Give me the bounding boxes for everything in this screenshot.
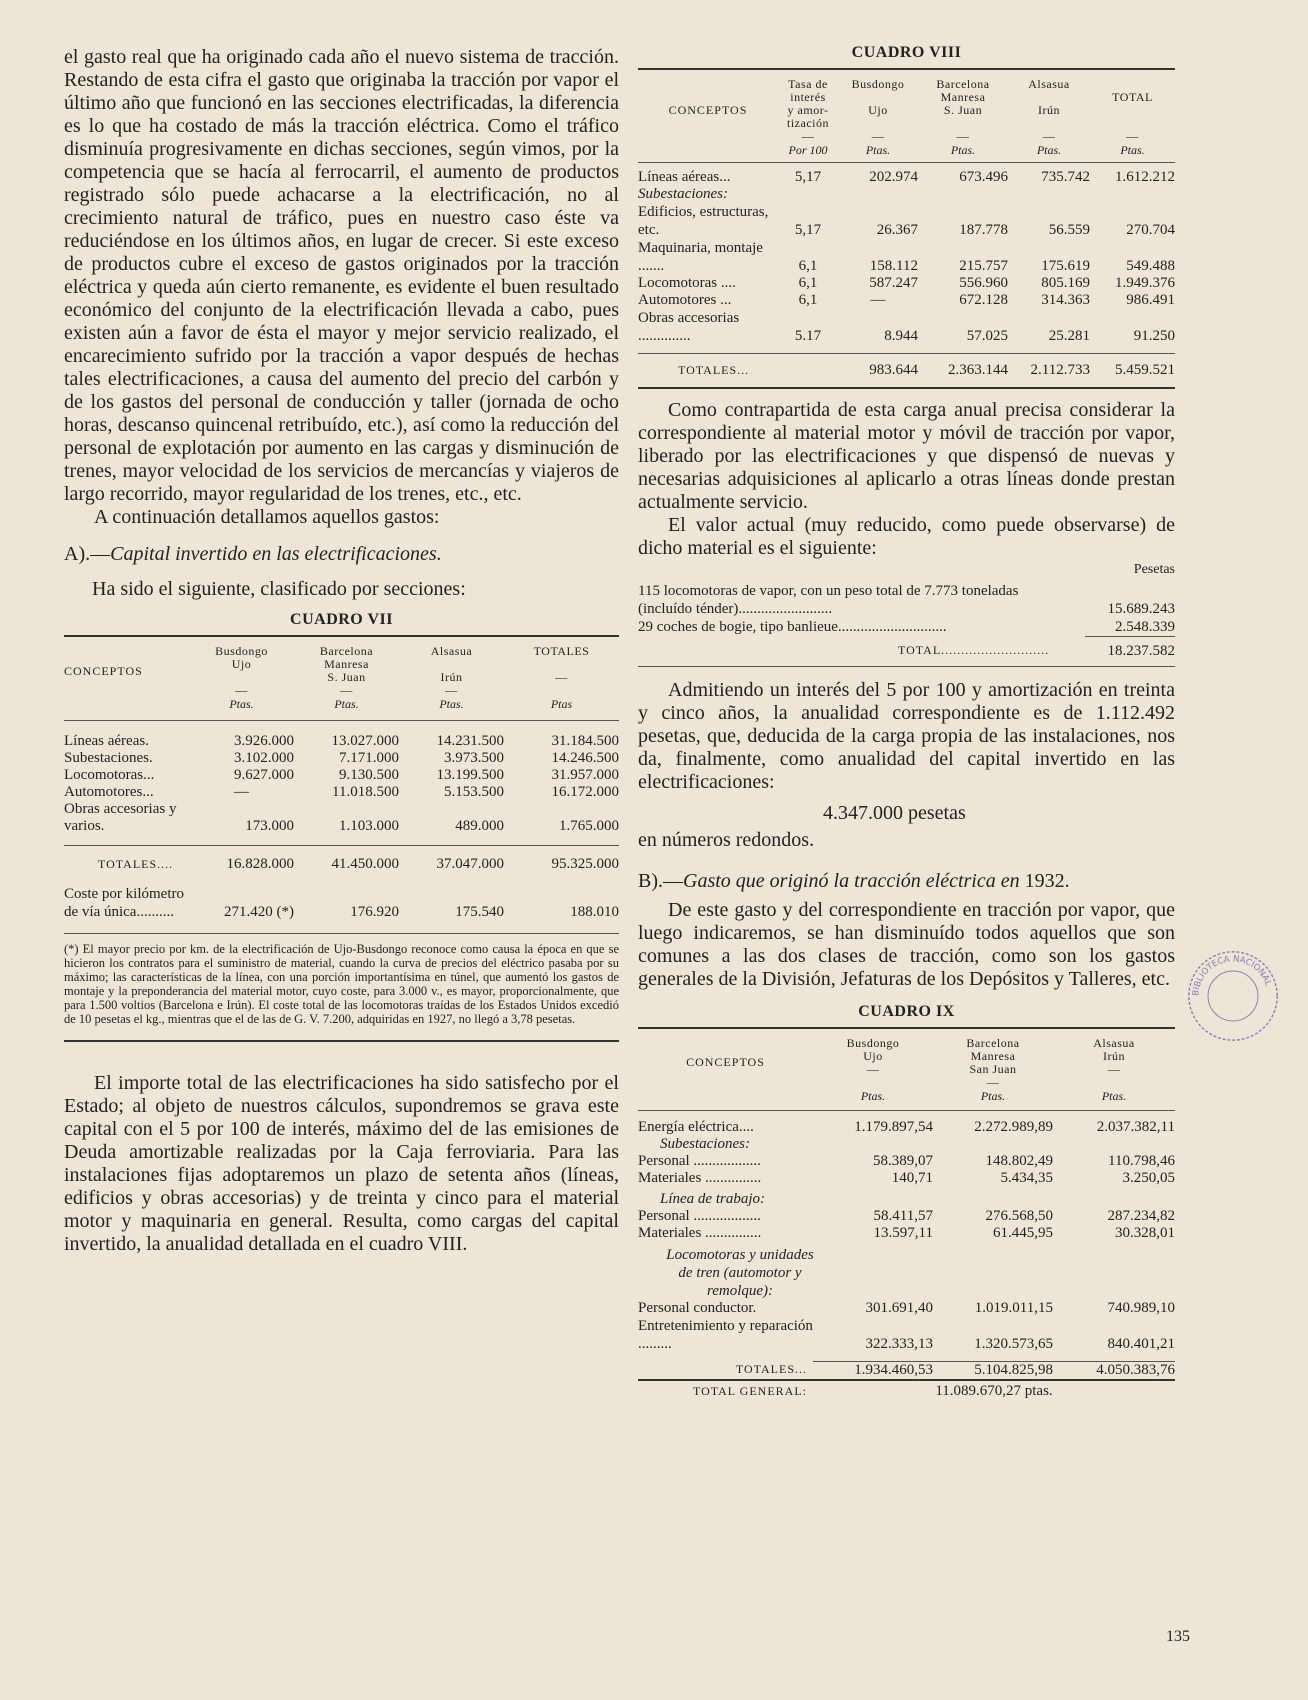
table-row: Energía eléctrica.... 1.179.897,54 2.272.989,89 2.037.382,11 <box>638 1118 1175 1135</box>
library-stamp-icon <box>1185 948 1281 1044</box>
coste-row: Coste por kilómetro de vía única.......... 271.420 (*) 176.920 175.540 188.010 <box>64 886 619 920</box>
unit-label: Ptas. <box>950 143 976 157</box>
divider <box>638 68 1175 70</box>
table-row: Locomotoras... 9.627.000 9.130.500 13.199.500 31.957.000 <box>64 767 619 783</box>
continuation-text: A continuación detallamos aquellos gastos: <box>94 506 440 528</box>
cuadro-vii-col-header: Alsasua Irún — <box>430 644 473 697</box>
cuadro-viii-table <box>638 78 1175 379</box>
cuadro-ix-title: CUADRO IX <box>858 1002 955 1020</box>
cuadro-viii-col-header: Barcelona Manresa S. Juan — <box>936 77 990 143</box>
paragraph: Como contrapartida de esta carga anual precisa considerar la correspondiente al material motor y móvil de tracción por vapor, liberado por las electrificaciones y que dispensó de nuevas y necesarias adquisiciones al aplicarlo a otras líneas donde prestan actualmente servicio. <box>638 399 1175 513</box>
unit-label: Ptas. <box>1036 143 1062 157</box>
table-row: Locomotoras y unidades de tren (automotor y remolque): <box>666 1246 814 1299</box>
unit-label: Por 100 <box>788 143 828 157</box>
divider <box>64 933 619 934</box>
cuadro-viii-col-header: TOTAL — <box>1112 90 1153 143</box>
footnote: (*) El mayor precio por km. de la electrificación de Ujo-Busdongo reconoce como causa la época en que se hicieron los contratos para el suministro de material, cuando la curva de precios del eléctrico pasaba por su máximo; las características de la línea, con una porción importantísima en túnel, que aumentó los gastos de montaje y la preponderancia del material motor, cuyo coste, para 3.000 v., es mayor, proporcionalmente, que para 1.500 voltios (Barcelona e Irún). El coste total de las locomotoras traídas de los Estados Unidos excedió de 10 pesetas el kg., mientras que el de las de G. V. 7.200, adquiridas en 1927, no llegó a 3,78 pesetas. <box>64 942 619 1026</box>
table-row: Materiales ............... 140,71 5.434,35 3.250,05 <box>638 1169 1175 1186</box>
table-row: Subestaciones. 3.102.000 7.171.000 3.973.500 14.246.500 <box>64 750 619 766</box>
unit-label: Ptas <box>550 697 573 711</box>
cuadro-viii-header-conceptos: CONCEPTOS <box>668 103 748 117</box>
cuadro-vii-col-header: Barcelona Manresa S. Juan — <box>319 644 374 697</box>
page-number: 135 <box>1166 1628 1190 1645</box>
table-row: Edificios, estructuras, etc. 5,17 26.367 187.778 56.559 270.704 <box>638 204 1175 238</box>
totals-row: TOTALES.... 16.828.000 41.450.000 37.047.000 95.325.000 <box>98 856 619 872</box>
cuadro-ix-header-conceptos: CONCEPTOS <box>686 1055 765 1069</box>
material-table <box>638 582 1175 660</box>
table-row: Personal conductor. 301.691,40 1.019.011,15 740.989,10 <box>638 1299 1175 1316</box>
intro-paragraph: el gasto real que ha originado cada año el nuevo sistema de tracción. Restando de esta cifra el gasto que originaba la tracción por vapor el último año que funcionó en las secciones electrificadas, la diferencia es lo que ha costado de más la tracción eléctrica. Como el tráfico disminuía progresivamente en dichas secciones, según vimos, por la competencia que se hacía al ferrocarril, el aumento de productos registrado sólo puede achacarse a la electrificación, no al crecimiento natural de tráfico, pues en nuestro caso éste va reduciéndose en los últimos años, en lugar de crecer. Si este exceso de productos cubre el exceso de gastos originados por la tracción eléctrica y queda aún cierto remanente, es evidente el buen resultado económico del conjunto de la electrificación llevada a cabo, pues existen aún a favor de ésta el mayor y mejor servicio realizado, el encarecimiento sufrido por la tracción a vapor después de hechas tales electrificaciones, a causa del aumento del precio del carbón y de los gastos del personal de conducción y taller (jornada de ocho horas, descanso quincenal retribuído, etc.), así como la reducción del personal de explotación por aumento en las cargas y disminución de trenes, mayor velocidad de los servicios de mercancías y viajeros de largo recorrido, mayor regularidad de los trenes, etc., etc. <box>64 46 619 505</box>
pesetas-label: Pesetas <box>1133 562 1175 577</box>
paragraph: De este gasto y del correspondiente en tracción por vapor, que luego indicaremos, se han disminuído todos aquellos que son comunes a las dos clases de tracción, como son los gastos generales de la División, Jefaturas de los Depósitos y Talleres, etc. <box>638 898 1175 990</box>
table-row: Obras accesorias .............. 5.17 8.944 57.025 25.281 91.250 <box>638 310 1175 344</box>
cuadro-ix-col-header: Busdongo Ujo — <box>846 1035 900 1076</box>
svg-text:BIBLIOTECA NACIONAL: BIBLIOTECA NACIONAL <box>1191 954 1273 997</box>
section-a-heading <box>64 543 619 566</box>
unit-label: Ptas. <box>1120 143 1145 157</box>
table-row: Automotores ... 6,1 — 672.128 314.363 986.491 <box>638 292 1175 308</box>
section-a-lead: A).— <box>64 543 111 565</box>
unit-label: Ptas. <box>980 1088 1006 1103</box>
cuadro-vii-table <box>64 645 619 921</box>
divider <box>638 387 1175 389</box>
unit-label: Ptas. <box>865 143 891 157</box>
paragraph: en números redondos. <box>638 828 815 851</box>
table-row: Subestaciones: <box>638 186 728 202</box>
table-row: Líneas aéreas... 5,17 202.974 673.496 735.742 1.612.212 <box>638 169 1175 185</box>
cuadro-vii-header-conceptos: CONCEPTOS <box>64 663 143 678</box>
cuadro-viii-col-header: Busdongo Ujo — <box>851 77 905 143</box>
divider <box>64 1040 619 1042</box>
cuadro-vii-col-header: TOTALES — <box>533 644 590 684</box>
table-row: Línea de trabajo: <box>660 1190 765 1207</box>
unit-label: Ptas. <box>229 697 254 711</box>
unit-label: Ptas. <box>439 697 464 711</box>
left-column <box>64 40 619 1256</box>
section-b-heading: B).—Gasto que originó la tracción eléctrica en 1932. <box>638 869 1070 892</box>
table-row: 115 locomotoras de vapor, con un peso total de 7.773 toneladas (incluído ténder)......................... 15.689.243 <box>638 583 1175 617</box>
closing-paragraph: El importe total de las electrificaciones ha sido satisfecho por el Estado; al objeto de nuestros cálculos, supondremos se grava este capital con el 5 por 100 de interés, máximo del de las emisiones de Deuda amortizable realizadas por la Caja ferroviaria. Para las instalaciones fijas adoptaremos un plazo de setenta años (líneas, edificios y obras accesorias) y de treinta y cinco para el material motor y maquinaria en general. Resulta, como cargas del capital invertido, la anualidad detallada en el cuadro VIII. <box>64 1072 619 1255</box>
table-row: Personal .................. 58.411,57 276.568,50 287.234,82 <box>638 1207 1175 1224</box>
unit-label: Ptas. <box>334 697 359 711</box>
right-column <box>638 40 1175 1400</box>
cuadro-viii-col-header: Tasa de interés y amor- tización — <box>787 77 829 143</box>
table-row: Obras accesorias y varios. 173.000 1.103.000 489.000 1.765.000 <box>64 801 619 834</box>
cuadro-viii-col-header: Alsasua Irún — <box>1028 77 1070 143</box>
unit-label: Ptas. <box>860 1088 886 1103</box>
table-row: Subestaciones: <box>660 1135 750 1152</box>
table-row: Automotores... — 11.018.500 5.153.500 16.172.000 <box>64 784 619 800</box>
table-row: Locomotoras .... 6,1 587.247 556.960 805.169 1.949.376 <box>638 275 1175 291</box>
grand-total-row: TOTAL GENERAL: 11.089.670,27 ptas. <box>638 1380 1175 1400</box>
section-a-text: Ha sido el siguiente, clasificado por secciones: <box>92 578 466 600</box>
cuadro-viii-title: CUADRO VIII <box>851 44 962 61</box>
table-row: Maquinaria, montaje ....... 6,1 158.112 215.757 175.619 549.488 <box>638 240 1175 274</box>
table-row: Líneas aéreas. 3.926.000 13.027.000 14.231.500 31.184.500 <box>64 733 619 749</box>
divider <box>638 1027 1175 1029</box>
cuadro-ix-table <box>638 1037 1175 1400</box>
cuadro-ix-col-header: Alsasua Irún — <box>1093 1035 1135 1076</box>
table-row: Entretenimiento y reparación ......... 322.333,13 1.320.573,65 840.401,21 <box>638 1317 1175 1352</box>
divider <box>638 666 1175 667</box>
table-row: Materiales ............... 13.597,11 61.445,95 30.328,01 <box>638 1224 1175 1241</box>
totals-row: TOTAL........................... 18.237.582 <box>638 636 1175 660</box>
totals-row: TOTALES... 983.644 2.363.144 2.112.733 5.459.521 <box>678 362 1175 378</box>
section-a-title: Capital invertido en las electrificaciones. <box>110 543 442 565</box>
table-row: 29 coches de bogie, tipo banlieue............................. 2.548.339 <box>638 618 1175 635</box>
unit-label: Ptas. <box>1101 1088 1127 1103</box>
cuadro-vii-title: CUADRO VII <box>290 611 393 628</box>
divider <box>64 635 619 637</box>
amount: 4.347.000 pesetas <box>823 801 966 824</box>
table-row: Personal .................. 58.389,07 148.802,49 110.798,46 <box>638 1152 1175 1169</box>
paragraph: El valor actual (muy reducido, como puede observarse) de dicho material es el siguiente: <box>638 514 1175 559</box>
totals-row: TOTALES... 1.934.460,53 5.104.825,98 4.050.383,76 <box>735 1361 1175 1378</box>
paragraph: Admitiendo un interés del 5 por 100 y amortización en treinta y cinco años, la anualidad correspondiente es de 1.112.492 pesetas, que, deducida de la carga propia de las instalaciones, nos da, finalmente, como anualidad del capital invertido en las electrificaciones: <box>638 678 1175 793</box>
cuadro-ix-col-header: Barcelona Manresa San Juan — <box>966 1035 1020 1089</box>
cuadro-vii-col-header: Busdongo Ujo — <box>215 644 268 697</box>
